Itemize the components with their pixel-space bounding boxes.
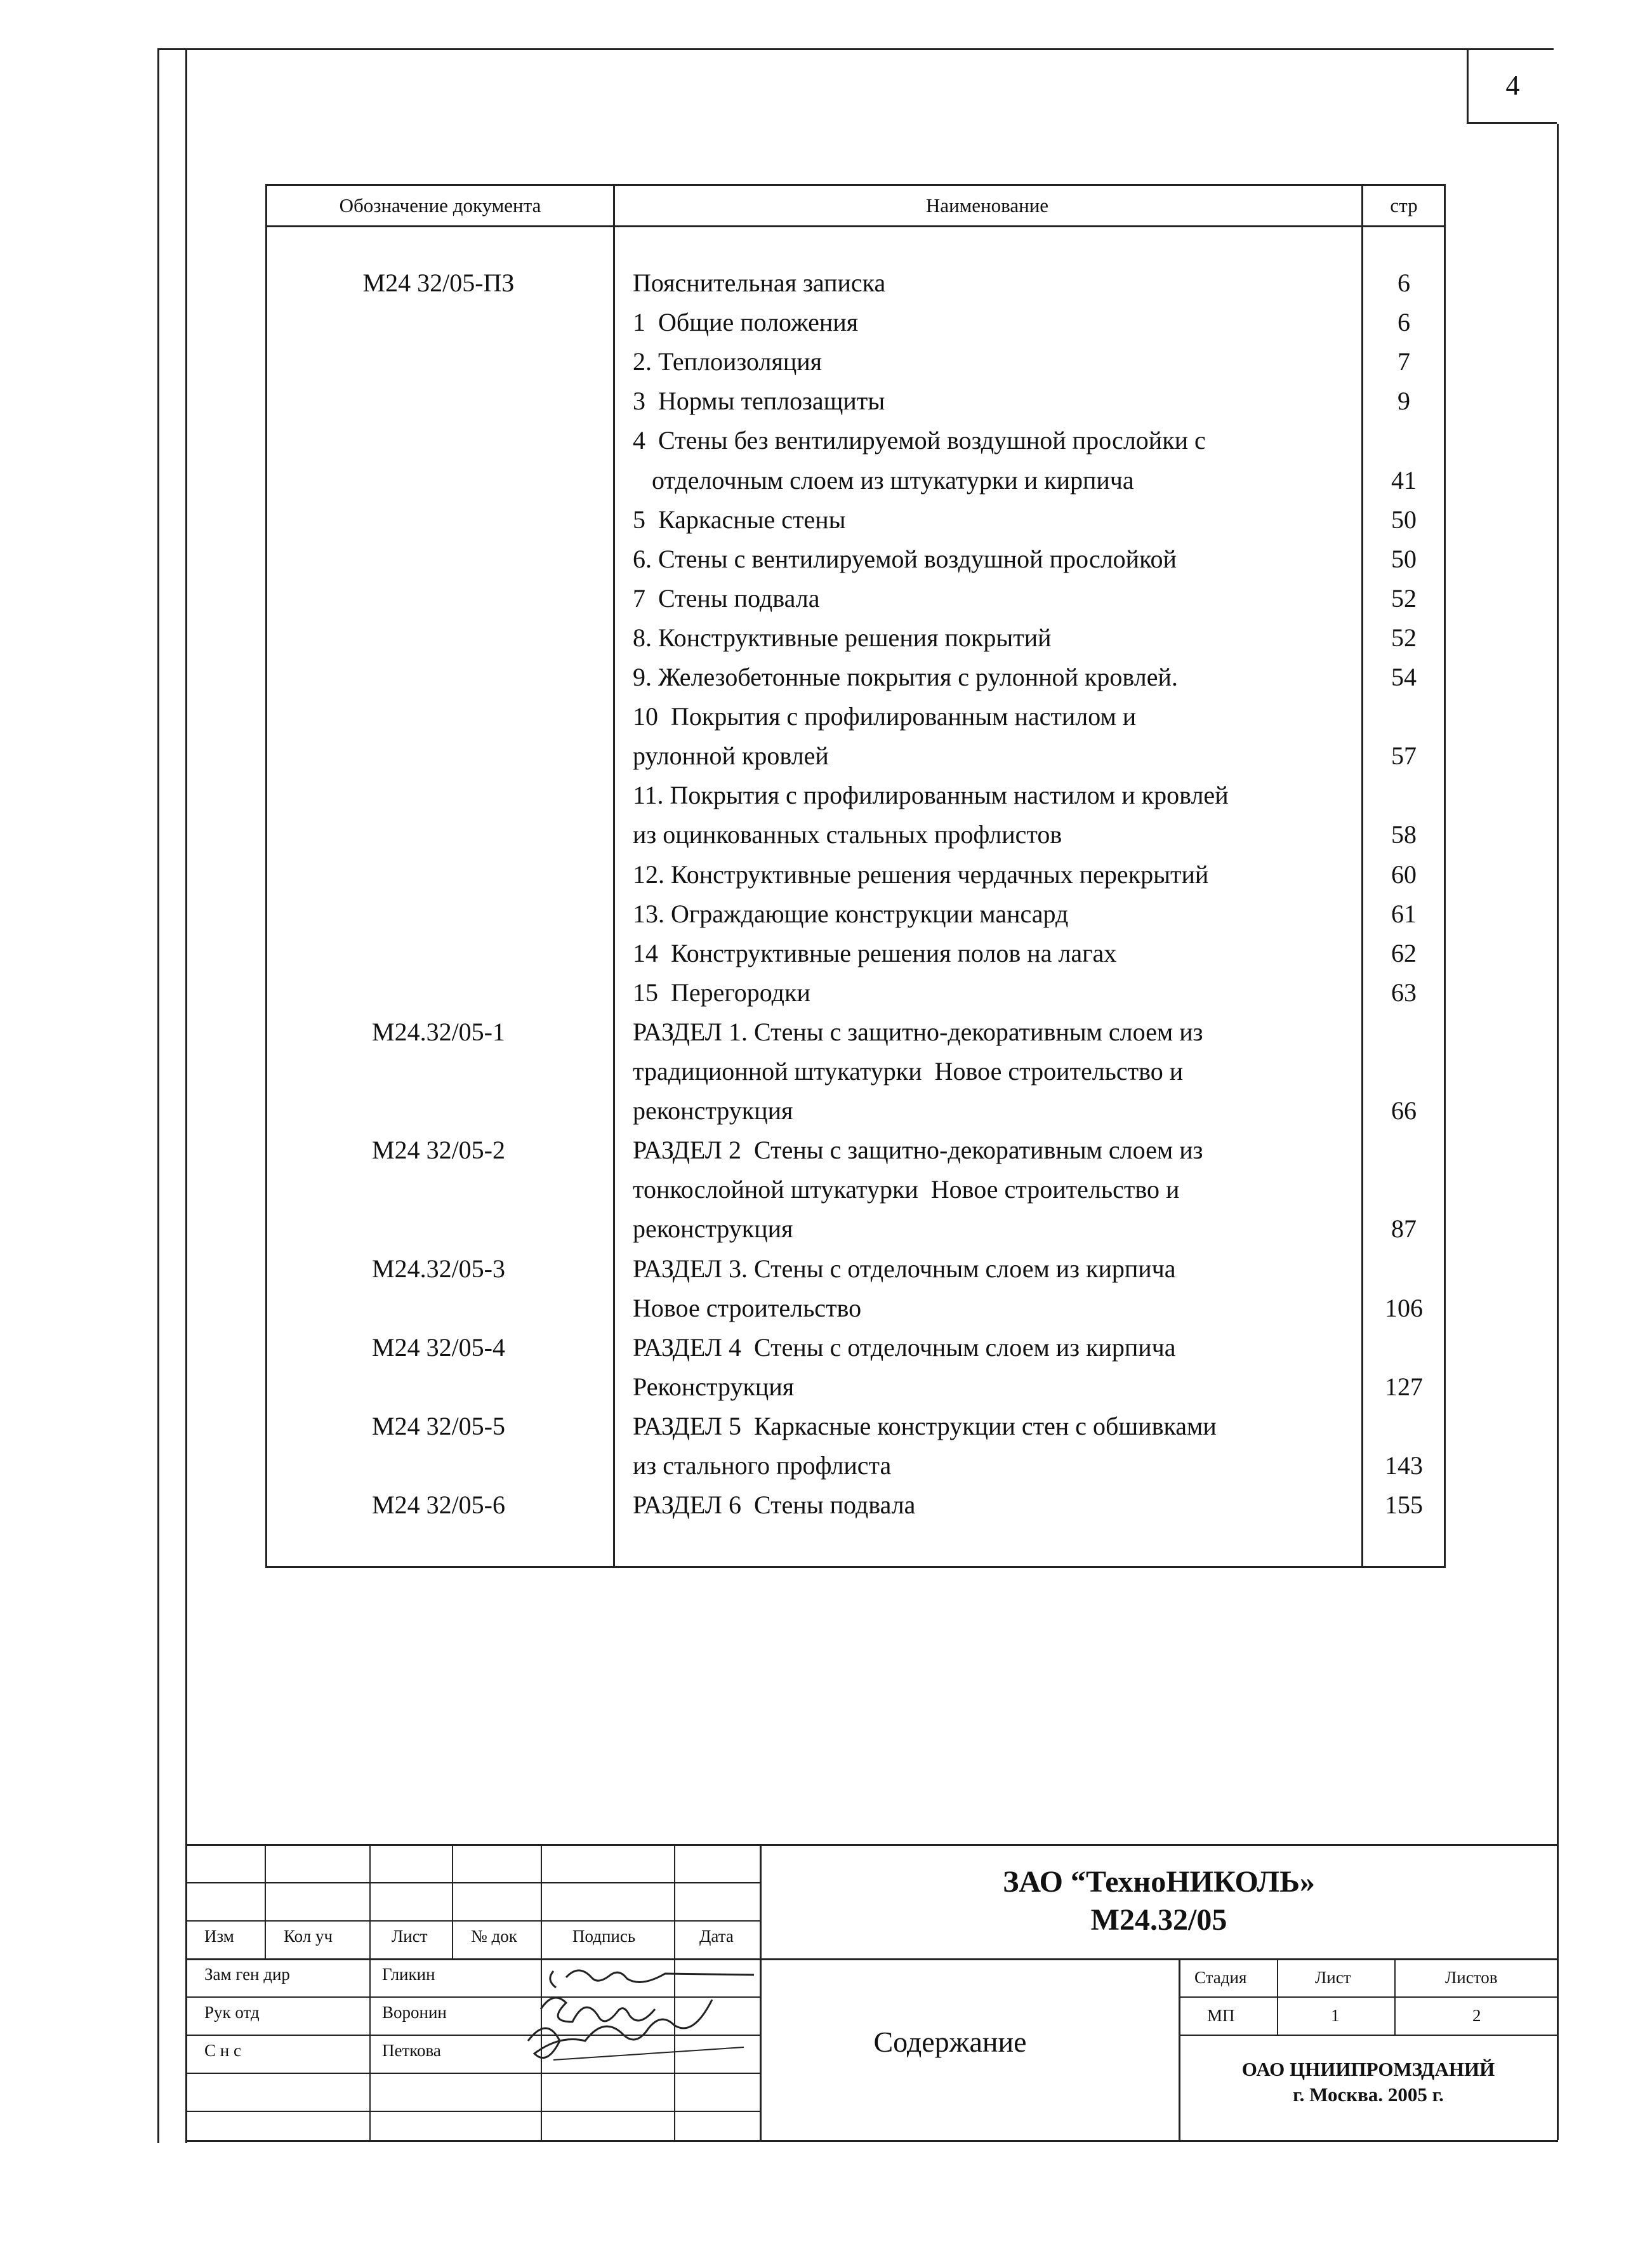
toc-row — [267, 973, 1444, 1013]
toc-name: 15 Перегородки — [633, 978, 810, 1007]
sheets-value: 2 — [1472, 2006, 1481, 2025]
toc-page: 58 — [1391, 820, 1417, 849]
frame-top-border — [157, 48, 1554, 50]
toc-name: РАЗДЕЛ 2 Стены с защитно-декоративным слоем из — [633, 1136, 1203, 1165]
grid-line — [1179, 1958, 1180, 2140]
toc-row — [267, 736, 1444, 776]
person-name: Петкова — [382, 2041, 441, 2060]
toc-code: М24 32/05-4 — [372, 1332, 505, 1362]
toc-name: рулонной кровлей — [633, 741, 829, 771]
toc-name: реконструкция — [633, 1096, 793, 1126]
grid-line — [1179, 2035, 1558, 2036]
toc-page: 6 — [1398, 269, 1410, 297]
toc-page: 52 — [1391, 623, 1417, 652]
contents-table — [265, 184, 1446, 1568]
grid-line — [1179, 1996, 1558, 1998]
toc-page: 127 — [1385, 1372, 1423, 1401]
frame-inner-left-border — [185, 48, 187, 2143]
toc-row — [267, 776, 1444, 815]
toc-name: 4 Стены без вентилируемой воздушной прослойки с — [633, 426, 1206, 455]
toc-name: 3 Нормы теплозащиты — [633, 387, 885, 416]
toc-row — [267, 618, 1444, 658]
sheets-label: Листов — [1445, 1968, 1498, 1987]
toc-row — [267, 1052, 1444, 1091]
role-label: Рук отд — [204, 2003, 260, 2022]
col-label: Подпись — [572, 1927, 636, 1946]
toc-row — [267, 1289, 1444, 1328]
toc-name: Новое строительство — [633, 1293, 862, 1322]
header-code: Обозначение документа — [339, 194, 541, 216]
toc-page: 106 — [1385, 1293, 1423, 1322]
toc-row — [267, 1209, 1444, 1249]
toc-row — [267, 303, 1444, 342]
role-label: С н с — [204, 2041, 241, 2060]
toc-name: тонкослойной штукатурки Новое строительство и — [633, 1175, 1180, 1204]
toc-row — [267, 421, 1444, 460]
toc-name: РАЗДЕЛ 5 Каркасные конструкции стен с обшивками — [633, 1411, 1217, 1440]
toc-page: 61 — [1391, 899, 1417, 928]
toc-row — [267, 934, 1444, 973]
frame-bottom-border — [185, 2140, 1558, 2142]
col-label: Лист — [392, 1927, 428, 1946]
frame-left-border — [157, 48, 159, 2143]
toc-name: 11. Покрытия с профилированным настилом и кровлей — [633, 781, 1229, 810]
stage-label: Стадия — [1194, 1968, 1247, 1987]
toc-code: М24 32/05-6 — [372, 1491, 505, 1520]
grid-line — [452, 1844, 453, 1958]
toc-page: 57 — [1391, 741, 1417, 771]
company-header — [760, 1863, 1558, 1939]
sheet-number-box — [1467, 48, 1557, 124]
toc-page: 41 — [1391, 465, 1417, 495]
toc-code: М24 32/05-5 — [372, 1411, 505, 1440]
toc-name: реконструкция — [633, 1214, 793, 1244]
toc-name: Реконструкция — [633, 1372, 795, 1401]
toc-page: 9 — [1398, 387, 1410, 416]
toc-row — [267, 1091, 1444, 1131]
toc-page: 7 — [1398, 347, 1410, 376]
toc-row — [267, 1131, 1444, 1170]
organization-name: ОАО ЦНИИПРОМЗДАНИЙ — [1241, 2058, 1495, 2080]
toc-row — [267, 579, 1444, 618]
toc-name: 14 Конструктивные решения полов на лагах — [633, 938, 1117, 967]
grid-line — [1277, 1958, 1278, 2035]
toc-name: РАЗДЕЛ 4 Стены с отделочным слоем из кирпича — [633, 1332, 1176, 1362]
col-label: № док — [471, 1927, 517, 1946]
toc-name: 2. Теплоизоляция — [633, 347, 823, 376]
col-label: Кол уч — [284, 1927, 333, 1946]
toc-page: 60 — [1391, 860, 1417, 889]
toc-code: М24.32/05-1 — [372, 1017, 505, 1046]
toc-page: 54 — [1391, 663, 1417, 691]
toc-row — [267, 342, 1444, 382]
toc-row — [267, 894, 1444, 934]
header-divider — [267, 225, 1444, 227]
toc-name: 1 Общие положения — [633, 308, 859, 337]
toc-page: 143 — [1385, 1451, 1423, 1480]
toc-name: 12. Конструктивные решения чердачных перекрытий — [633, 860, 1209, 889]
toc-name: из оцинкованных стальных профлистов — [633, 820, 1062, 849]
document-code: М24.32/05 — [1090, 1903, 1227, 1937]
document-title: Содержание — [873, 2026, 1027, 2058]
grid-line — [369, 1844, 371, 2140]
header-page: стр — [1390, 194, 1418, 216]
stage-value: МП — [1207, 2006, 1235, 2025]
toc-page: 62 — [1391, 938, 1417, 967]
organization — [1179, 2057, 1558, 2108]
toc-code: М24 32/05-ПЗ — [362, 269, 515, 297]
title-block-top-line — [185, 1844, 1558, 1846]
grid-line — [265, 1844, 266, 1958]
grid-line — [1394, 1958, 1396, 2035]
toc-name: 13. Ограждающие конструкции мансард — [633, 899, 1069, 928]
signature-scribbles — [515, 1958, 769, 2085]
toc-row — [267, 1013, 1444, 1052]
toc-code: М24 32/05-2 — [372, 1136, 505, 1165]
toc-page: 6 — [1398, 308, 1410, 337]
toc-page: 50 — [1391, 505, 1417, 534]
toc-name: РАЗДЕЛ 1. Стены с защитно-декоративным слоем из — [633, 1017, 1203, 1046]
toc-code: М24.32/05-3 — [372, 1254, 505, 1283]
toc-row — [267, 1407, 1444, 1446]
toc-row — [267, 540, 1444, 579]
toc-row — [267, 461, 1444, 500]
toc-row — [267, 697, 1444, 736]
organization-city-year: г. Москва. 2005 г. — [1293, 2083, 1444, 2106]
toc-row — [267, 1249, 1444, 1289]
person-name: Воронин — [382, 2003, 447, 2022]
toc-row — [267, 855, 1444, 894]
toc-row — [267, 1367, 1444, 1407]
header-name: Наименование — [925, 194, 1049, 216]
toc-row — [267, 1446, 1444, 1485]
toc-page: 50 — [1391, 544, 1417, 573]
toc-name: традиционной штукатурки Новое строительство и — [633, 1057, 1184, 1086]
company-name: ЗАО “ТехноНИКОЛЬ» — [1003, 1865, 1315, 1899]
role-label: Зам ген дир — [204, 1965, 290, 1984]
toc-name: 5 Каркасные стены — [633, 505, 846, 534]
col-label: Дата — [699, 1927, 734, 1946]
grid-line — [185, 1958, 1558, 1960]
toc-name: РАЗДЕЛ 6 Стены подвала — [633, 1491, 916, 1520]
col-label: Изм — [204, 1927, 234, 1946]
toc-name: из стального профлиста — [633, 1451, 892, 1480]
toc-name: 8. Конструктивные решения покрытий — [633, 623, 1052, 652]
toc-row — [267, 263, 1444, 303]
person-name: Гликин — [382, 1965, 435, 1984]
sheet-number: 4 — [1505, 69, 1520, 101]
sheet-value: 1 — [1331, 2006, 1340, 2025]
toc-page: 66 — [1391, 1096, 1417, 1126]
toc-page: 87 — [1391, 1214, 1417, 1244]
toc-page: 52 — [1391, 583, 1417, 613]
toc-row — [267, 658, 1444, 697]
toc-name: отделочным слоем из штукатурки и кирпича — [633, 465, 1134, 495]
sheet-label: Лист — [1315, 1968, 1351, 1987]
toc-row — [267, 500, 1444, 540]
title-block — [185, 1844, 1558, 2140]
toc-name: 9. Железобетонные покрытия с рулонной кровлей. — [633, 663, 1178, 691]
toc-row — [267, 1170, 1444, 1209]
toc-row — [267, 815, 1444, 854]
toc-name: РАЗДЕЛ 3. Стены с отделочным слоем из кирпича — [633, 1254, 1176, 1283]
toc-row — [267, 1485, 1444, 1525]
toc-row — [267, 382, 1444, 421]
toc-page: 155 — [1385, 1491, 1423, 1520]
toc-name: 6. Стены с вентилируемой воздушной прослойкой — [633, 544, 1177, 573]
toc-name: Пояснительная записка — [633, 269, 886, 297]
toc-name: 10 Покрытия с профилированным настилом и — [633, 702, 1137, 731]
toc-page: 63 — [1391, 978, 1417, 1007]
toc-name: 7 Стены подвала — [633, 583, 820, 613]
toc-row — [267, 1328, 1444, 1367]
